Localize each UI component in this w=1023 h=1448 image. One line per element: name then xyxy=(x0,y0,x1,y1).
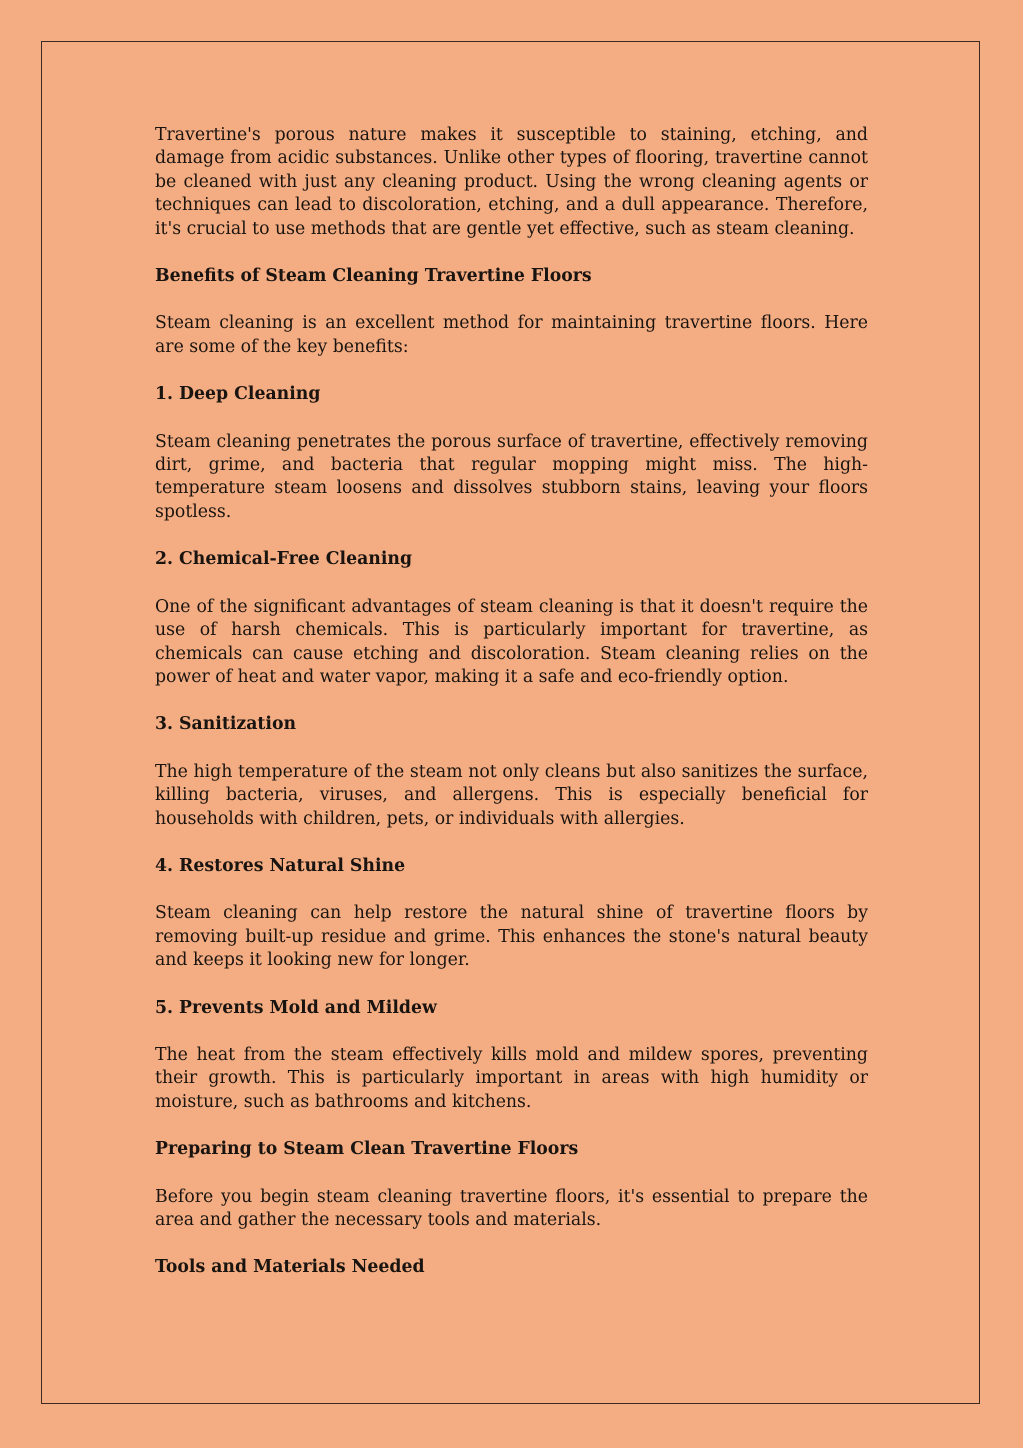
deep-cleaning-paragraph: Steam cleaning penetrates the porous surface of travertine, effectively removing dirt, grime, and bacteria that regular mopping might miss. The high-temperature steam loosens and dissolves stubborn stains, leaving your floors spotless. xyxy=(155,431,868,522)
restores-shine-paragraph: Steam cleaning can help restore the natural shine of travertine floors by removing built-up residue and grime. This enhances the stone's natural beauty and keeps it looking new for longer. xyxy=(155,903,868,971)
subheading-sanitization: 3. Sanitization xyxy=(155,714,297,735)
sanitization-paragraph: The high temperature of the steam not only cleans but also sanitizes the surface, killing bacteria, viruses, and allergens. This is especially beneficial for households with children, pets, or individuals with allergies. xyxy=(155,761,868,829)
benefits-intro-paragraph: Steam cleaning is an excellent method for maintaining travertine floors. Here are some of the key benefits: xyxy=(155,313,868,357)
intro-paragraph: Travertine's porous nature makes it susceptible to staining, etching, and damage from acidic substances. Unlike other types of flooring, travertine cannot be cleaned with just any cleaning product. Using the wrong cleaning agents or techniques can lead to discoloration, etching, and a dull appearance. Therefore, it's crucial to use methods that are gentle yet effective, such as steam cleaning. xyxy=(155,125,868,239)
chemical-free-paragraph: One of the significant advantages of steam cleaning is that it doesn't require the use of harsh chemicals. This is particularly important for travertine, as chemicals can cause etching and discoloration. Steam cleaning relies on the power of heat and water vapor, making it a safe and eco-friendly option. xyxy=(155,596,868,687)
subheading-tools-materials: Tools and Materials Needed xyxy=(155,1257,425,1278)
subheading-prevents-mold: 5. Prevents Mold and Mildew xyxy=(155,997,437,1018)
subheading-deep-cleaning: 1. Deep Cleaning xyxy=(155,384,321,405)
section-heading-benefits: Benefits of Steam Cleaning Travertine Floors xyxy=(155,266,592,287)
subheading-restores-shine: 4. Restores Natural Shine xyxy=(155,855,406,876)
prevents-mold-paragraph: The heat from the steam effectively kills mold and mildew spores, preventing their growth. This is particularly important in areas with high humidity or moisture, such as bathrooms and kitchens. xyxy=(155,1044,868,1112)
subheading-chemical-free: 2. Chemical-Free Cleaning xyxy=(155,549,413,570)
section-heading-preparing: Preparing to Steam Clean Travertine Floors xyxy=(155,1139,579,1160)
document-body xyxy=(155,124,868,1280)
preparing-paragraph: Before you begin steam cleaning travertine floors, it's essential to prepare the area and gather the necessary tools and materials. xyxy=(155,1186,868,1230)
